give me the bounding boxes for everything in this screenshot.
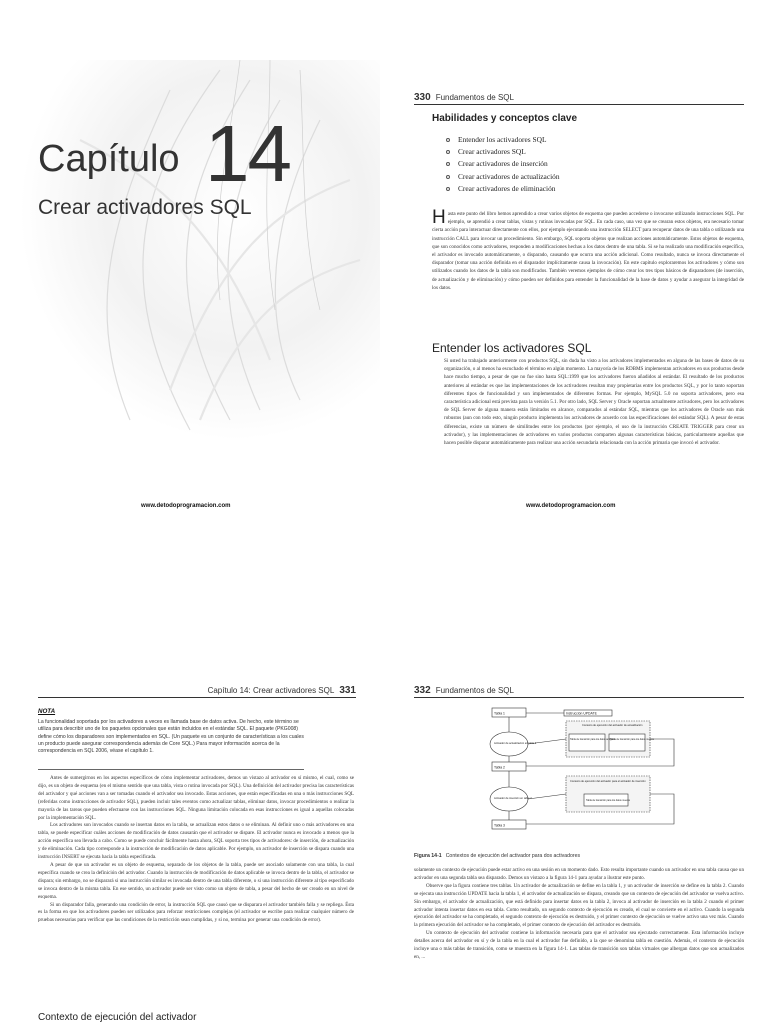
chapter-number: 14 [205,109,290,198]
section-paragraph: Si usted ha trabajado anteriormente con productos SQL, sin duda ha visto a los activadores implementados en alguna de las bases de datos de su organización, o al menos ha escuchado el término en algún momento. La mayoría de los RDBMS implementan activadores en sus productos desde hace mucho tiempo, a pesar de que no fue sino hasta SQL:1999 que los activadores fueron añadidos al estándar. El resultado de los productos anteriores al estándar es que las implementaciones de los activadores resultan muy propietarias entre los productos SQL, y por lo tanto soportan diferentes tipos de funcionalidad y son implementados de diferentes formas. Por ejemplo, MySQL 5.0 no soporta activadores, pero esa característica adicional está prevista para la versión 5.1. Por otro lado, SQL Server y Oracle soportan actualmente activadores, pero los activadores de SQL Server de alguna manera están limitados en alcance, comparados al estándar SQL, mientras que los activadores de Oracle son más robustos (aun con todo esto, ningún producto implementa los activadores de acuerdo con las especificaciones del estándar SQL). A pesar de estas diferencias, existe un número de similitudes entre los productos (por ejemplo, el uso de la instrucción CREATE TRIGGER para crear un activador), y las implementaciones de activadores en varios productos comparten algunas características básicas, particularmente aquellas que hacen posible disparar automáticamente para realizar una acción secundaria relacionada con la acción primaria que invocó el activador. [444,358,744,447]
fig-table1-label: Tabla 1 [494,711,505,716]
fig-trans1a-label: Tabla de transición para los datos antiguos [570,738,616,741]
running-header [414,685,744,698]
paragraph: solamente un contexto de ejecución puede estar activo en una sesión en un momento dado. Esto resulta importante cuando un activador en una tabla causa que un activador en una segunda tabla sea disparado. Demos un vistazo a la figura 14-1 para ayudar a ilustrar este punto. [414,867,744,881]
skills-list [444,134,560,195]
page1-url: www.detodoprogramacion.com [141,503,231,509]
skill-item: Crear activadores de eliminación [444,183,560,195]
fig-act2-label: Activador de inserción en tabla 2 [494,797,532,800]
trans1a-box [569,734,605,751]
paragraph: Si un disparador falla, generando una condición de error, la instrucción SQL que causó que se disparara el activador también falla y se repliega. Ésta es la forma en que los activadores pueden ser utilizados para reforzar restricciones complejas (el activador se escribe para realizar cualquier número de pruebas necesarias para verificar que las condiciones de la restricción sean cumplidas, y si no, termina por generar una condición de error). [38,901,354,924]
note-divider [38,769,304,770]
page2-url: www.detodoprogramacion.com [526,503,616,509]
fig-update-label: Instrucción UPDATE [566,711,597,716]
running-header [414,92,744,105]
page-332 [384,512,768,1024]
figure-caption-label: Figura 14-1 [414,853,442,859]
skill-item: Entender los activadores SQL [444,134,560,146]
running-title: Fundamentos de SQL [435,93,514,102]
chapter-word: Capítulo [38,138,180,180]
paragraph: Antes de sumergirnos en los aspectos específicos de cómo implementar activadores, demos un vistazo al activador en sí mismo, el cual, como se dijo, es un objeto de esquema (en el mismo sentido que una tabla, vista o rutina invocada por SQL). Una definición del activador precisa las características del activador y qué acciones van a ser tomadas cuando el activador sea invocado. Estas acciones, que están especificadas en una o más instrucciones SQL (referidas como instrucciones de activador SQL), pueden incluir tales eventos como actualizar tablas, eliminar datos, invocar procedimientos o realizar la mayoría de las tareas que pueden efectuarse con las instrucciones SQL. Ninguna limitación colocada en esas instrucciones es igual a aquellas colocadas por la implementación SQL. [38,775,354,821]
paragraph: Observe que la figura contiene tres tablas. Un activador de actualización se define en la tabla 1, y un activador de inserción se define en la tabla 2. Cuando se ejecuta una instrucción UPDATE hacia la tabla 1, el activador de actualización se dispara, creando que un contexto de ejecución del activador se vuelva activo. Sin embargo, el activador de actualización, que está definido para insertar datos en la tabla 2, invoca al activador de inserción en la tabla 2 cuando el primer activador intenta insertar datos en esa tabla. Como resultado, un segundo contexto de ejecución es creado, el cual se convierte en el activo. Cuando la segunda ejecución del activador se ha completado, el segundo contexto de ejecución es destruido, y el primer contexto de ejecución se vuelve activo una vez más. Cuando la primera ejecución del activador se ha completado, el primer contexto de ejecución del activador es destruido. [414,882,744,929]
skill-item: Crear activadores SQL [444,146,560,158]
page-number: 331 [339,685,356,696]
skills-heading: Habilidades y conceptos clave [432,113,578,124]
paragraph: A pesar de que un activador es un objeto de esquema, separado de los objetos de la tabla, puede ser asociado solamente con una tabla, la cual específica cuando se crea la definición del activador. Cuando la instrucción de modificación de datos aplicable se invoca dentro de la tabla, el activador se dispara; sin embargo, no se disparará si una instrucción similar es invocada dentro de una tabla diferente, o si una instrucción diferente al tipo especificado se invoca dentro de la misma tabla. En ese sentido, un activador puede ser visto como un objeto de tabla, a pesar del hecho de ser creado en un nivel de esquema. [38,861,354,900]
fig-trans1b-label: Tabla de transición para los datos nuevos [610,738,654,741]
fig-act1-label: Activador de actualización en tabla 1 [494,742,537,745]
fig-trans2-label: Tabla de transición para los datos nuevos [586,799,630,802]
skill-item: Crear activadores de actualización [444,171,560,183]
running-title: Fundamentos de SQL [435,686,514,695]
paragraph: Los activadores son invocados cuando se insertan datos en la tabla, se actualizan estos datos o se eliminan. Al definir uno o más activadores en una tabla, se puede especificar cuáles acciones de modificación de datos causarán que el activador se dispare. El activador nunca es invocado a menos que la acción específica sea llevada a cabo. Como se puede concluir fácilmente hasta ahora, SQL soporta tres tipos de activadores: de inserción, de actualización y de eliminación. Cada tipo corresponde a la instrucción de modificación de datos aplicable. Por ejemplo, un activador de inserción se dispara cuando una instrucción INSERT se ejecuta hacia la tabla especificada. [38,822,354,861]
chapter-decorative-art [20,60,380,440]
figure-caption [414,853,580,859]
note-heading: NOTA [38,708,56,715]
body-text [414,867,744,962]
figure-caption-text: Contextos de ejecución del activador para dos activadores [445,853,581,859]
fig-table3-label: Tabla 3 [494,823,505,828]
drop-cap: H [432,207,446,228]
intro-text: asta este punto del libro hemos aprendido a crear varios objetos de esquema que pueden accederse o invocarse utilizando instrucciones SQL. Por ejemplo, se aprendió a crear tablas, vistas y rutinas invocadas por SQL. En cada caso, una vez que se crearan estos objetos, era necesario tomar cierta acción para interactuar directamente con ellos, por ejemplo ejecutando una instrucción SELECT para recuperar datos de una tabla o utilizando una instrucción CALL para invocar un procedimiento. Sin embargo, SQL soporta objetos que realizan acciones automáticamente. Estos objetos de esquema, que son conocidos como activadores, responden a modificaciones hechas a los datos dentro de una tabla. Si se ha realizado una modificación específica, el activador es invocado automáticamente, o disparado, causando que ocurra una acción adicional. Como resultado, nunca se invoca directamente el disparador (tomar una acción definida en el disparador implícitamente causa la invocación). En este capítulo exploraremos los activadores y cómo son utilizados cuando los datos de la tabla son modificados. También veremos ejemplos de cómo crear los tres tipos básicos de disparadores (de inserción, de actualización y de eliminación) y cómo pueden ser definidos para entender la funcionalidad de la base de datos y ayudar a asegurar la integridad de los datos. [432,211,744,291]
page-number: 332 [414,685,431,696]
section-heading: Entender los activadores SQL [432,341,592,355]
subsection-heading: Contexto de ejecución del activador [38,1012,197,1023]
intro-paragraph [432,207,744,292]
running-title: Capítulo 14: Crear activadores SQL [207,686,335,695]
page-330 [384,0,768,512]
paragraph: Un contexto de ejecución del activador contiene la información necesaria para que el activador sea ejecutado correctamente. Esta información incluye detalles acerca del activador en sí y de la tabla en la cual el activador fue definido, a la que se denomina tabla en cuestión. Además, el contexto de ejecución incluye una o más tablas de transición, como se muestra en la figura 14-1. Las tablas de transición son tablas virtuales que albergan datos que son actualizados en, ... [414,930,744,960]
trans1b-box [609,734,645,751]
page-331 [0,512,384,1024]
fig-table2-label: Tabla 2 [494,765,505,770]
chapter-title: Crear activadores SQL [38,196,252,219]
fig-ctx2-label: Contexto de ejecución del activador para el activador de inserción [570,780,646,783]
page-number: 330 [414,92,431,103]
figure-14-1 [474,704,724,844]
running-header [38,685,356,698]
chapter-opener-page [0,0,384,512]
skill-item: Crear activadores de inserción [444,158,560,170]
body-text [38,775,354,925]
fig-ctx1-label: Contexto de ejecución del activador de actualización [582,724,643,727]
note-text: La funcionalidad soportada por los activadores a veces es llamada base de datos activa. De hecho, este término se utiliza para describir uno de los paquetes opcionales que están incluidos en el estándar SQL. El paquete (PKG008) define cómo los disparadores son implementados en SQL. (Un paquete es un conjunto de características a los cuales un producto puede asegurar correspondencia además de Core SQL.) Para mayor información acerca de la correspondencia en SQL 2006, véase el capítulo 1. [38,719,304,755]
